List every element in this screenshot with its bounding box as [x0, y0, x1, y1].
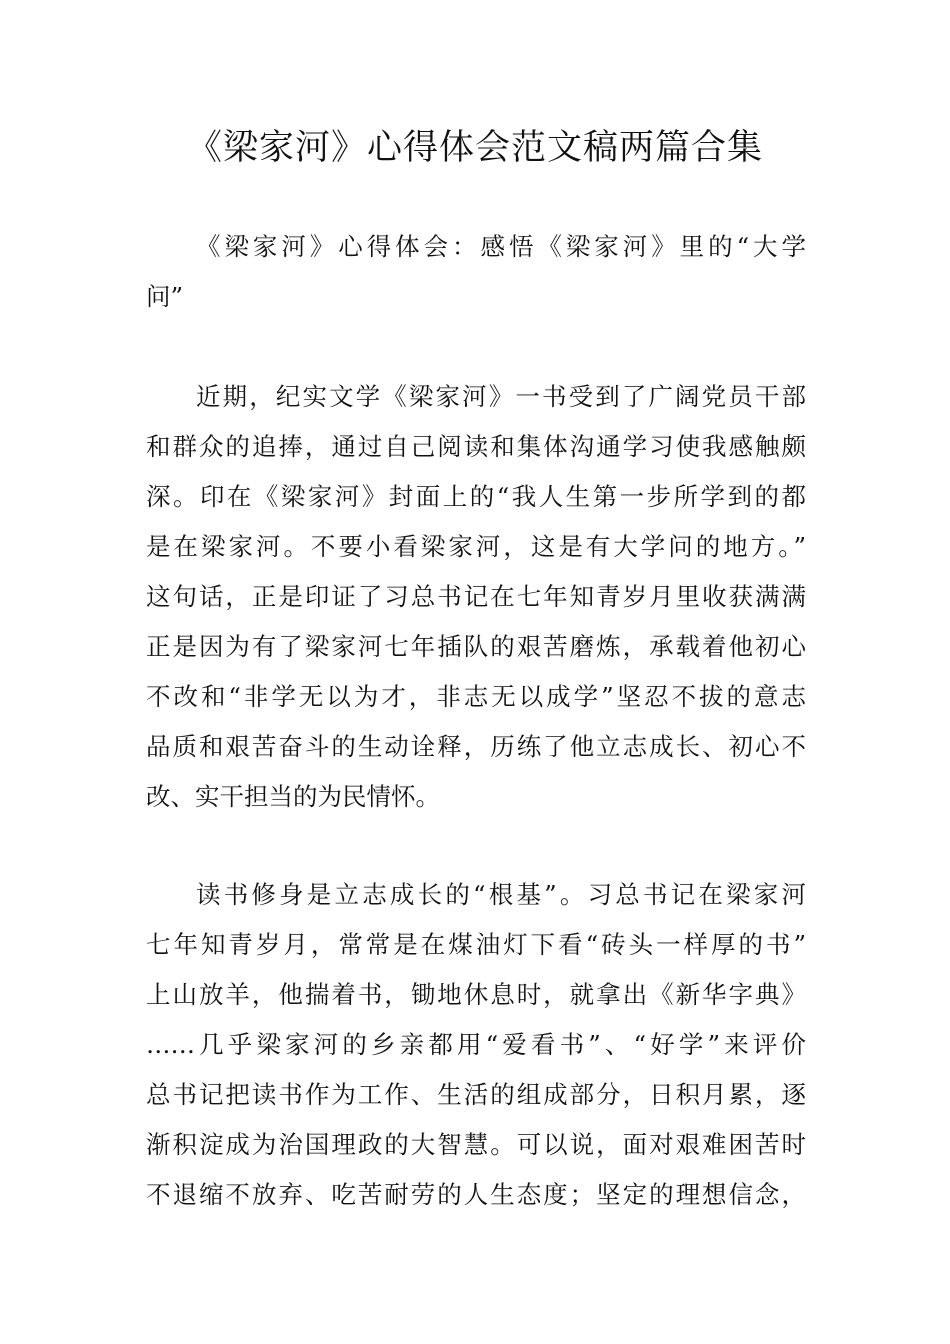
- document-title: 《梁家河》心得体会范文稿两篇合集: [186, 128, 763, 168]
- paragraph-line: 是在梁家河。不要小看梁家河，这是有大学问的地方。”: [146, 532, 806, 561]
- paragraph-line: 七年知青岁月，常常是在煤油灯下看“砖头一样厚的书”: [146, 930, 806, 959]
- subtitle-line: 问”: [146, 282, 184, 311]
- paragraph-line: 近期，纪实文学《梁家河》一书受到了广阔党员干部: [196, 382, 806, 411]
- paragraph-line: 改、实干担当的为民情怀。: [146, 782, 440, 811]
- paragraph-line: 不改和“非学无以为才，非志无以成学”坚忍不拔的意志: [146, 682, 806, 711]
- paragraph-line: 和群众的追捧，通过自己阅读和集体沟通学习使我感触颇: [146, 432, 806, 461]
- paragraph-line: ……几乎梁家河的乡亲都用“爱看书”、“好学”来评价: [146, 1030, 806, 1059]
- paragraph-line: 读书修身是立志成长的“根基”。习总书记在梁家河: [196, 880, 806, 909]
- paragraph-line: 渐积淀成为治国理政的大智慧。可以说，面对艰难困苦时: [146, 1130, 806, 1159]
- paragraph-line: 品质和艰苦奋斗的生动诠释，历练了他立志成长、初心不: [146, 732, 806, 761]
- paragraph-line: 正是因为有了梁家河七年插队的艰苦磨炼，承载着他初心: [146, 632, 806, 661]
- subtitle-line: 《梁家河》心得体会：感悟《梁家河》里的“大学: [196, 232, 806, 261]
- paragraph-line: 不退缩不放弃、吃苦耐劳的人生态度；坚定的理想信念，: [146, 1180, 806, 1209]
- paragraph-line: 这句话，正是印证了习总书记在七年知青岁月里收获满满: [146, 582, 806, 611]
- paragraph-line: 深。印在《梁家河》封面上的“我人生第一步所学到的都: [146, 482, 806, 511]
- paragraph-line: 上山放羊，他揣着书，锄地休息时，就拿出《新华字典》: [146, 980, 806, 1009]
- paragraph-line: 总书记把读书作为工作、生活的组成部分，日积月累，逐: [146, 1080, 806, 1109]
